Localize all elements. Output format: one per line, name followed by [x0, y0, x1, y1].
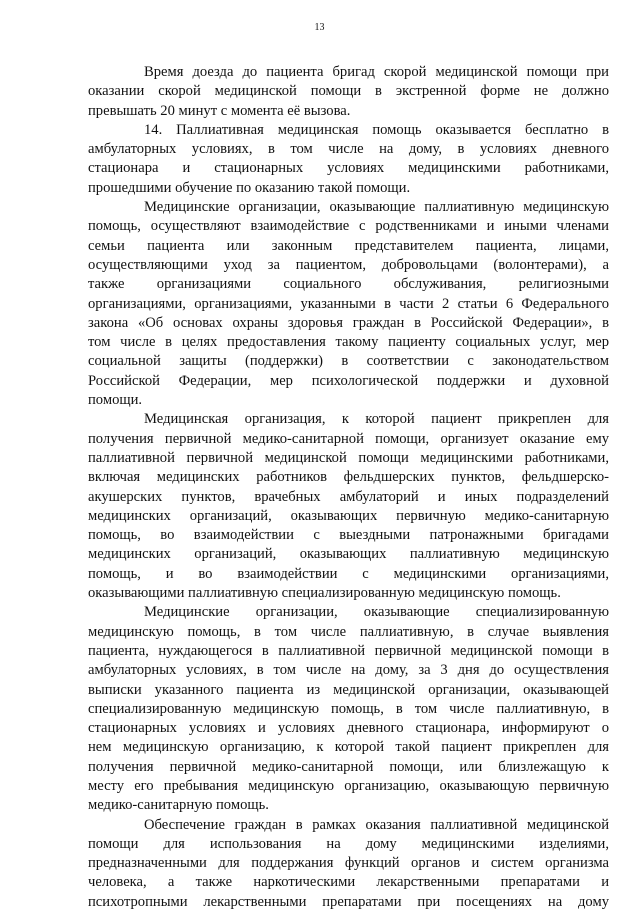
text-line: медицинскую помощь, в том числе паллиативную, в случае выявления: [88, 623, 609, 640]
text-line: 14. Паллиативная медицинская помощь оказывается бесплатно в: [144, 121, 609, 138]
text-line: амбулаторных условиях, в том числе на дому, в условиях дневного: [88, 141, 609, 158]
text-line: помощи.: [88, 392, 143, 409]
text-line: стационара и стационарных условиях медицинскими работниками,: [88, 160, 609, 177]
text-line: организациями, организациями, указанными в части 2 статьи 6 Федерального: [88, 295, 609, 312]
text-line: медико-санитарную помощь.: [88, 797, 269, 814]
text-line: оказании скорой медицинской помощи в экстренной форме не должно: [88, 83, 609, 100]
text-line: Медицинские организации, оказывающие паллиативную медицинскую: [144, 199, 609, 216]
text-line: том числе в целях предоставления такому пациенту социальных услуг, мер: [88, 334, 609, 351]
text-line: выписки указанного пациента из медицинской организации, оказывающей: [88, 681, 609, 698]
text-line: семьи пациента или законным представителем пациента, лицами,: [88, 237, 609, 254]
text-line: Российской Федерации, мер психологической поддержки и духовной: [88, 372, 609, 389]
text-line: пациента, нуждающегося в паллиативной первичной медицинской помощи в: [88, 642, 609, 659]
text-line: медицинских организаций, оказывающих первичную медико-санитарную: [88, 507, 609, 524]
text-line: помощи для использования на дому медицинскими изделиями,: [88, 835, 609, 852]
text-line: психотропными лекарственными препаратами при посещениях на дому: [88, 893, 609, 910]
text-line: Обеспечение граждан в рамках оказания паллиативной медицинской: [144, 816, 609, 833]
text-line: человека, а также наркотическими лекарственными препаратами и: [88, 874, 609, 891]
text-line: стационарных условиях и условиях дневного стационара, информируют о: [88, 720, 609, 737]
paragraph: [88, 63, 609, 121]
text-line: Медицинская организация, к которой пациент прикреплен для: [144, 411, 609, 428]
page-number: 13: [314, 22, 325, 33]
text-line: закона «Об основах охраны здоровья граждан в Российской Федерации», в: [88, 314, 609, 331]
text-line: социальной защиты (поддержки) в соответствии с законодательством: [88, 353, 609, 370]
text-line: помощь, осуществляют взаимодействие с родственниками и иными членами: [88, 218, 609, 235]
text-line: оказывающими паллиативную специализированную медицинскую помощь.: [88, 585, 561, 602]
paragraph: [88, 603, 609, 815]
text-line: паллиативной первичной медицинской помощи медицинскими работниками,: [88, 449, 609, 466]
text-line: включая медицинских работников фельдшерских пунктов, фельдшерско-: [88, 469, 609, 486]
text-line: Медицинские организации, оказывающие специализированную: [144, 604, 609, 621]
text-line: амбулаторных условиях, в том числе на дому, за 3 дня до осуществления: [88, 662, 609, 679]
paragraph: [88, 816, 609, 912]
text-line: помощь, и во взаимодействии с медицинскими организациями,: [88, 565, 609, 582]
text-line: месту его пребывания медицинскую организацию, оказывающую первичную: [88, 777, 609, 794]
text-line: акушерских пунктов, врачебных амбулаторий и иных подразделений: [88, 488, 609, 505]
text-line: медицинских организаций, оказывающих паллиативную медицинскую: [88, 546, 609, 563]
text-line: прошедшими обучение по оказанию такой помощи.: [88, 179, 411, 196]
text-line: также организациями социального обслуживания, религиозными: [88, 276, 609, 293]
paragraph: [88, 121, 609, 198]
text-line: нем медицинскую организацию, к которой такой пациент прикреплен для: [88, 739, 609, 756]
text-line: получения первичной медико-санитарной помощи, организует оказание ему: [88, 430, 609, 447]
text-line: помощь, во взаимодействии с выездными патронажными бригадами: [88, 527, 609, 544]
text-line: предназначенными для поддержания функций органов и систем организма: [88, 855, 609, 872]
text-line: получения первичной медико-санитарной помощи, или близлежащую к: [88, 758, 609, 775]
text-line: специализированную медицинскую помощь, в том числе паллиативную, в: [88, 700, 609, 717]
text-line: Время доезда до пациента бригад скорой медицинской помощи при: [144, 64, 609, 80]
text-line: осуществляющими уход за пациентом, добровольцами (волонтерами), а: [88, 256, 609, 273]
paragraph: [88, 198, 609, 410]
text-line: превышать 20 минут с момента её вызова.: [88, 102, 351, 119]
paragraph: [88, 410, 609, 603]
document-body: [88, 63, 609, 912]
